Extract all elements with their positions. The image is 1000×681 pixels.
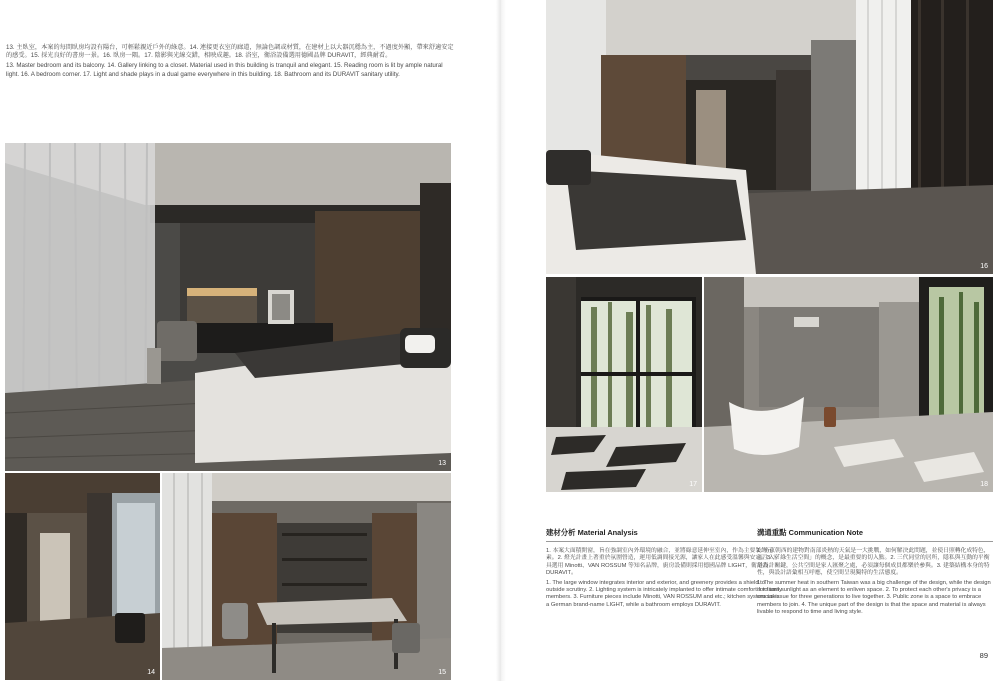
photo-number-15: 15 [438,669,446,676]
photo-number-18: 18 [980,481,988,488]
material-analysis-chinese: 1. 本案大面積開窗，旨在強調室內外環境的融合，並將綠意延伸至室內，作為主要裝飾元素。2. 燈光計畫上著重於氛圍營造，運用低調間接光源，讓家人在此感受溫馨與安定。3. 家具選用 Minotti、VAN ROSSUM 等知名品牌，廚房設備則採用德國品牌 LIGHT，衛浴為 DURAVIT。 [546,548,780,577]
photo-gallery-closet [5,473,160,680]
material-analysis-english: 1. The large window integrates interior and exterior, and greenery provides a shield to outside scrutiny. 2. Lighting system is intricately implanted to offer intimate comfort for family members. 3. Furniture pieces include Minotti, VAN ROSSUM and etc.; kitchen system uses a German brand-name LIGHT, while a bathroom employs DURAVIT. [546,579,782,608]
caption-chinese: 13. 主臥室，本案的每間臥房均設有陽台，可輕鬆親近戶外的綠意。14. 連接更衣室的廊道，無論色調或材質，在建材上以大器沉穩為主，不過度外顯，帶來舒適安定的感受。15. 採光良好的書房一景。16. 臥房一隅。17. 陰影與光線交錯，相映成趣。18. 浴室，衛浴設備選用德國品牌 DURAVIT，經典耐看。 [6,44,454,60]
communication-note-title: 溝通重點 Communication Note [757,528,863,537]
communication-note-chinese: 1. 坐東朝西的建物對南部炎熱的天氣是一大挑戰，如何解決此問題，並使日照轉化成特色，而注入「綠生活空間」的概念，是最重要的切入點。2. 三代同堂的居所，隱私與互動的平衡是設計關鍵，公共空間是家人匯聚之處，必須讓每個成員都樂於參與。3. 建築結構本身的特性，與設計語彙相互呼應，使空間呈現獨特的生活態度。 [757,548,990,577]
page-number: 89 [979,651,988,660]
photo-number-14: 14 [147,669,155,676]
material-divider [546,541,782,542]
communication-note-section [757,527,993,619]
communication-divider [757,541,993,542]
photo-bathroom [704,277,993,492]
photo-number-13: 13 [438,460,446,467]
photo-captions [6,44,456,81]
page-gutter [496,0,506,681]
material-analysis-title: 建材分析 Material Analysis [546,528,638,537]
material-analysis-section [546,527,782,611]
photo-number-17: 17 [689,481,697,488]
communication-note-english: 1. The summer heat in southern Taiwan was a big challenge of the design, while the design is to turn sunlight as an element to enliven space. 2. To protect each other's privacy is a crucial issue for three generations to live together. 3. Public zone is a space to embrace members to join. 4. The unique part of the design is that the space and material is always livable to respond to time and living style. [757,579,991,616]
caption-english: 13. Master bedroom and its balcony. 14. Gallery linking to a closet. Material used in this building is tranquil and elegant. 15. Reading room is lit by ample natural light. 16. A bedroom corner. 17. Light and shade plays in a dual game everywhere in this building. 18. Bathroom and its DURAVIT sanitary utility. [6,62,443,78]
photo-light-shade [546,277,702,492]
photo-master-bedroom [5,143,451,471]
photo-number-16: 16 [980,263,988,270]
photo-reading-room [162,473,451,680]
photo-bedroom-corner [546,0,993,274]
